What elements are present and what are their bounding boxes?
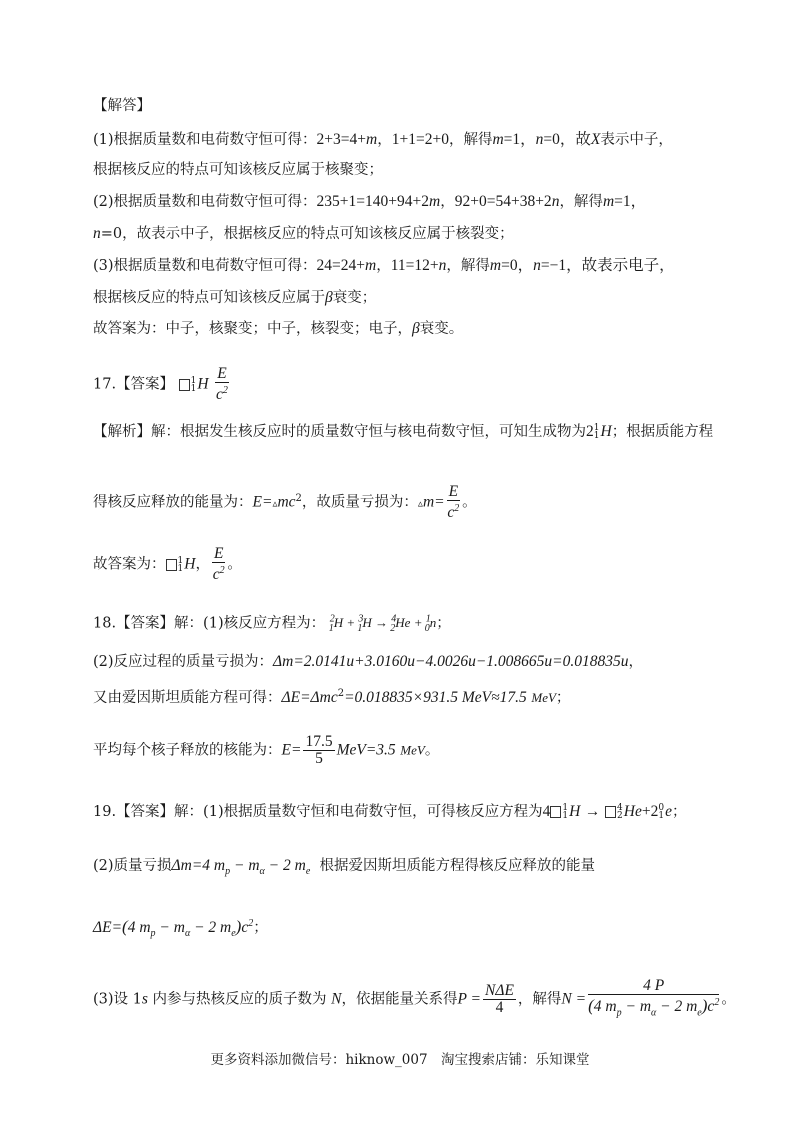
part2-eq2: 92+0=54+38+2: [454, 193, 552, 210]
n-value: =−1，故表示电子，: [540, 257, 675, 274]
q18-average-text: 平均每个核子释放的核能为：: [93, 742, 282, 759]
separator: ，: [195, 556, 210, 573]
part1-line2: 根据核反应的特点可知该核反应属于核聚变；: [93, 162, 383, 178]
c-symbol: c: [447, 504, 455, 522]
fraction-denominator: $c^2$: [447, 503, 460, 522]
part3-prefix: (3)根据质量数和电荷数守恒可得：: [93, 258, 317, 274]
q19-text-c: ，依据能量关系得: [341, 991, 458, 1008]
part2-eq1: 235+1=140+94+2: [316, 193, 430, 210]
fraction-numerator: E: [448, 483, 459, 500]
beta-symbol: β: [325, 289, 333, 306]
var-x: X: [590, 131, 601, 148]
part1-eq2: 1+1=2+0: [391, 131, 449, 148]
answer-header: 【解答】: [93, 98, 151, 114]
part3-line2: [93, 288, 376, 308]
page-footer: 更多资料添加微信号：hiknow_007 淘宝搜索店铺：乐知课堂: [210, 1052, 590, 1068]
part1-tail: 表示中子，: [600, 132, 673, 148]
nuclide-scripts: 1 1: [593, 423, 600, 441]
period: 。: [424, 742, 440, 759]
var-m: m: [602, 193, 615, 210]
energy-eq: ΔE=(4 $m_p - m_\alpha - 2$ $m_e)c^2$: [93, 917, 254, 940]
unit-mev: MeV: [400, 742, 425, 758]
q17-explanation-line2: 得核反应释放的能量为：$E=▵mc^2$，故质量亏损为：▵m= $\frac{E}{c^2}$ 。: [93, 483, 477, 522]
coefficient-4: 4: [542, 803, 551, 820]
fraction-4p-over-mass: [588, 978, 719, 1021]
part3-eq1: 24=24+: [316, 257, 366, 274]
var-m: m: [366, 131, 378, 148]
var-n: n: [551, 193, 560, 210]
placeholder-box-icon: [550, 806, 561, 818]
fraction-denominator: $c^2$: [212, 565, 225, 584]
var-m: m: [365, 257, 377, 274]
placeholder-box-icon: [166, 559, 177, 571]
separator: ，: [377, 132, 392, 148]
fraction-n-delta-e-over-4: [483, 983, 516, 1016]
fraction-numerator: 4 P: [588, 978, 719, 995]
hydrogen-symbol: H: [569, 803, 581, 820]
var-n: n: [93, 225, 101, 242]
q19-text-d: ，解得: [517, 991, 562, 1008]
q19-text-b: 内参与热核反应的质子数为: [147, 991, 332, 1008]
q18-answer-line2: [93, 652, 643, 672]
placeholder-box-icon: [605, 806, 616, 818]
arrow-icon: →: [584, 803, 601, 820]
beta-symbol: β: [412, 320, 420, 337]
fraction-17-5-over-5: [303, 734, 334, 767]
fraction-e-over-c2: [212, 546, 225, 583]
energy-eq: E=: [252, 493, 273, 511]
q19-label: 19.【答案】解：(1)根据质量数守恒和电荷数守恒，可得核反应方程为: [93, 804, 543, 820]
reaction-equation: $^2_1$H + $^3_1$H → $^4_2$He + $^1_0$n: [328, 614, 437, 634]
summary-line: [93, 319, 463, 339]
m-value: =1，: [614, 193, 647, 210]
nuclide-scripts: 4 2: [617, 803, 623, 821]
power-eq: P =: [457, 990, 482, 1008]
q18-label: 18.【答案】解：(1)核反应方程为：: [93, 615, 326, 632]
q17-exp-text: 【解析】解：根据发生核反应时的质量数守恒与核电荷数守恒，可知生成物为: [93, 424, 586, 440]
summary-text: 故答案为：中子，核聚变；中子，核裂变；电子，: [93, 321, 412, 337]
n-value: =0，故: [543, 131, 591, 148]
q17-answer-line: [93, 366, 231, 403]
part1-line1: [93, 130, 673, 150]
solve-text: ，解得: [559, 194, 603, 210]
delta-triangle-icon: ▵: [417, 498, 423, 510]
mc-symbol: mc: [277, 493, 296, 511]
q19-answer-line2: [93, 856, 595, 882]
q19-mass-defect-text: (2)质量亏损: [93, 858, 172, 874]
var-n: n: [533, 257, 541, 274]
q17-energy-text: 得核反应释放的能量为：: [93, 494, 253, 511]
q19-text-a: (3)设 1: [93, 991, 142, 1008]
fraction-denominator: 5: [315, 750, 323, 767]
unit-mev: MeV: [531, 689, 556, 705]
var-m: m: [492, 131, 504, 148]
fraction-e-over-c2: [447, 484, 460, 521]
coefficient-2: 2: [650, 803, 659, 820]
part3-line2-text: 根据核反应的特点可知该核反应属于: [93, 290, 325, 306]
part2-prefix: (2)根据质量数和电荷数守恒可得：: [93, 194, 317, 210]
electron-symbol: e: [665, 803, 672, 820]
fraction-denominator: 4: [495, 999, 504, 1017]
c-symbol: c: [212, 566, 220, 584]
fraction-numerator: NΔE: [485, 982, 514, 1000]
energy-eq: ΔE=Δmc: [281, 688, 338, 706]
q18-einstein-text: 又由爱因斯坦质能方程可得：: [93, 689, 282, 706]
nuclide-scripts: 0 1: [658, 803, 665, 821]
part1-prefix: (1)根据质量数和电荷数守恒可得：: [93, 132, 317, 148]
q17-exp-tail: ；根据质能方程: [611, 424, 714, 440]
mass-eq: m=: [422, 493, 445, 511]
part1-eq1: 2+3=4+: [316, 131, 367, 148]
summary-tail: 衰变。: [419, 321, 464, 337]
q17-explanation-line1: [93, 422, 713, 442]
fraction-denominator: (4 $m_p - m_\alpha - 2$ $m_e)c^2$: [588, 996, 720, 1019]
q19-answer-line1: 19.【答案】解：(1)根据质量数守恒和电荷数守恒，可得核反应方程为4 1 1 H → 4 2 He+2 0 1 e；: [93, 803, 687, 821]
fraction-denominator: $c^2$: [216, 385, 228, 404]
energy-value: =0.018835×931.5 MeV≈17.5: [344, 688, 527, 706]
delta-triangle-icon: ▵: [272, 498, 278, 510]
separator: ，: [440, 194, 455, 210]
q17-answer-text: 故答案为：: [93, 556, 166, 573]
var-n: n: [438, 257, 447, 274]
semicolon: ；: [253, 920, 268, 937]
hydrogen-symbol: H: [197, 375, 209, 393]
semicolon: ；: [436, 615, 451, 632]
semicolon: ；: [555, 689, 571, 706]
q18-answer-line4: [93, 734, 439, 767]
fraction-numerator: 17.5: [305, 733, 333, 750]
fraction-e-over-c2: [215, 366, 228, 403]
nuclide-scripts: 1 1: [190, 375, 197, 394]
part2-line1: [93, 192, 646, 212]
var-N: N: [331, 990, 342, 1008]
q19-einstein-text: 根据爱因斯坦质能方程得核反应释放的能量: [319, 858, 595, 874]
q19-answer-line4: (3)设 1s 内参与热核反应的质子数为 N，依据能量关系得P = $\frac{\text{NΔE}}{4}$ ，解得N = $\frac{4 P}{(4 m_p - m_\alpha - 2 m_e)c^2}$ 。: [93, 978, 736, 1021]
helium-symbol: He: [623, 803, 642, 820]
q17-label: 17.【答案】: [93, 376, 175, 393]
c-symbol: c: [216, 386, 223, 404]
m-value: =1，: [503, 131, 536, 148]
placeholder-box-icon: [179, 379, 190, 391]
hydrogen-symbol: H: [184, 555, 196, 573]
q18-mass-defect-text: (2)反应过程的质量亏损为：: [93, 654, 274, 670]
q17-mass-text: ，故质量亏损为：: [301, 494, 418, 511]
part2-line2: [93, 224, 514, 244]
energy-value: MeV=3.5: [336, 741, 396, 759]
n-eq: N =: [561, 990, 587, 1008]
mass-defect-eq: Δm=2.0141u+3.0160u−4.0026u−1.008665u=0.018835u: [273, 653, 629, 670]
nuclide-scripts: 1 1: [177, 555, 184, 574]
coefficient-2: 2: [586, 423, 594, 440]
separator: ，: [376, 258, 391, 274]
part3-line1: [93, 256, 675, 276]
solve-text: ，解得: [446, 258, 490, 274]
solve-text: ，解得: [448, 132, 493, 148]
part3-line2-tail: 衰变；: [332, 290, 377, 306]
part3-eq2: 11=12+: [390, 257, 439, 274]
fraction-numerator: E: [213, 545, 224, 562]
separator: ，: [628, 654, 644, 670]
q17-answer-summary: 故答案为： 1 1 H， $\frac{E}{c^2}$ 。: [93, 545, 242, 584]
unit-s: s: [141, 990, 148, 1008]
var-m: m: [429, 193, 441, 210]
nuclide-scripts: 1 1: [562, 803, 569, 821]
plus-sign: +: [641, 803, 651, 820]
fraction-numerator: E: [217, 365, 227, 382]
var-n: n: [535, 131, 544, 148]
mass-defect-eq: Δm=4 $m_p - m_\alpha - 2$ $m_e$: [171, 857, 311, 878]
m-value: =0，: [501, 257, 534, 274]
q19-answer-line3: [93, 914, 268, 944]
q18-answer-line3: 又由爱因斯坦质能方程可得：ΔE=Δmc$^2$=0.018835×931.5 MeV≈17.5 MeV；: [93, 688, 571, 706]
q18-answer-line1: [93, 610, 451, 639]
hydrogen-symbol: H: [600, 423, 612, 440]
energy-eq: E=: [281, 741, 302, 759]
part2-line2-text: =0，故表示中子，根据核反应的特点可知该核反应属于核裂变；: [100, 226, 514, 242]
var-m: m: [489, 257, 502, 274]
